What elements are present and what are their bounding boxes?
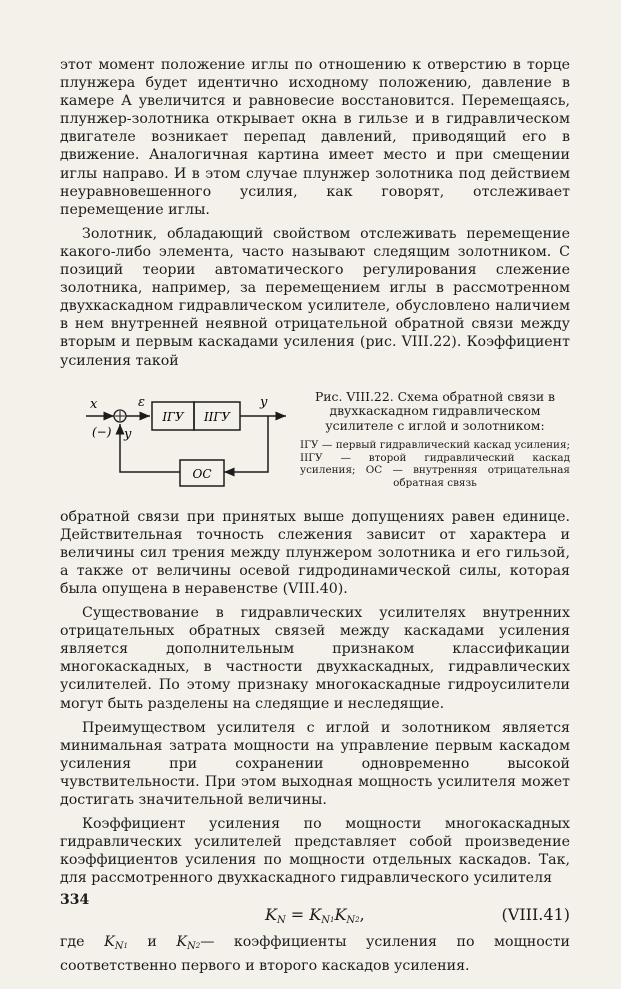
eq-lhs-sub: N <box>276 915 286 927</box>
caption-legend: ІГУ — первый гидравлический каскад усиления; ІІГУ — второй гидравлический каскад усиления; ОС — внутренняя отрицательная обратная связь <box>300 439 570 489</box>
where-k2-subsub: 2 <box>195 942 201 951</box>
paragraph-6: Коэффициент усиления по мощности многокаскадных гидравлических усилителей представляет собой произведение коэффициентов усиления по мощности отдельных каскадов. Так, для рассмотренного двухкаскадного гидравлического усилителя <box>60 816 570 887</box>
eq-k1-subsub: 1 <box>329 916 335 925</box>
where-k1: K <box>104 934 115 951</box>
where-k2-sub: N <box>186 941 196 953</box>
feedback-diagram <box>82 388 302 498</box>
eq-lhs: K <box>265 905 277 925</box>
paragraph-1: этот момент положение иглы по отношению к отверстию в торце плунжера будет идентично исходному положению, давление в камере А увеличится и равновесие восстановится. Перемещаясь, плунжер-золотника открывает окна в гильзе и в гидравлическом двигателе возникает перепад давлений, приводящий его в движение. Аналогичная картина имеет место и при смещении иглы направо. И в этом случае плунжер золотника под действием неуравновешенного усилия, как говорят, отслеживает перемещение иглы. <box>60 57 570 218</box>
label-block-igu-2: ІІГУ <box>203 409 231 424</box>
equation-viii-41 <box>60 895 570 931</box>
where-and: и <box>127 934 177 951</box>
eq-tail: , <box>359 905 365 925</box>
eq-k1: K <box>309 905 322 925</box>
figure-viii-22 <box>60 380 570 500</box>
label-block-igu-1: ІГУ <box>162 409 184 424</box>
eq-k2: K <box>334 905 347 925</box>
eq-k2-subsub: 2 <box>355 916 360 925</box>
label-output-y: y <box>260 394 268 410</box>
caption-title: Рис. VIII.22. Схема обратной связи в двухкаскадном гидравлическом усилителе с иглой и золотником: <box>314 388 556 433</box>
where-prefix: где <box>60 934 105 951</box>
where-k2: K <box>176 934 187 951</box>
eq-k2-sub: N <box>346 915 356 927</box>
where-k1-sub: N <box>114 941 124 953</box>
figure-caption <box>300 390 570 489</box>
paragraph-4: Существование в гидравлических усилителях внутренних отрицательных обратных связей между каскадами усиления является дополнительным признаком классификации многокаскадных, в частности двухкаскадных, гидравлических усилителей. По этому признаку многокаскадные гидроусилители могут быть разделены на следящие и неследящие. <box>60 605 570 712</box>
page-body <box>60 56 570 989</box>
label-block-os: ОС <box>192 466 212 481</box>
paragraph-2: Золотник, обладающий свойством отслеживать перемещение какого-либо элемента, часто называют следящим золотником. С позиций теории автоматического регулирования слежение золотника, например, за перемещением иглы в рассмотренном двухкаскадном гидравлическом усилителе, обусловлено наличием в нем внутренней неявной отрицательной обратной связи между вторым и первым каскадами усиления (рис. VIII.22). Коэффициент усиления такой <box>60 225 570 369</box>
page-number: 334 <box>60 892 90 908</box>
where-text: — коэффициенты усиления по мощности соответственно первого и второго каскадов усиления. <box>60 934 571 974</box>
label-error: ε <box>138 394 145 410</box>
label-input-x: x <box>90 396 98 412</box>
label-minus: (−) <box>92 424 112 439</box>
eq-k1-sub: N <box>321 915 330 927</box>
eq-equals: = <box>285 905 310 925</box>
label-feedback-y: y <box>124 426 132 442</box>
equation-formula <box>265 905 365 926</box>
paragraph-5: Преимуществом усилителя с иглой и золотником является минимальная затрата мощности на управление первым каскадом усиления при сохранении одновременно высокой чувствительности. При этом выходная мощность усилителя может достигать значительной величины. <box>60 719 570 808</box>
paragraph-3: обратной связи при принятых выше допущениях равен единице. Действительная точность слежения зависит от характера и величины сил трения между плунжером золотника и его гильзой, а также от величины осевой гидродинамической силы, которая была опущена в неравенстве (VIII.40). <box>60 508 570 597</box>
equation-number: (VIII.41) <box>501 905 570 925</box>
where-k1-subsub: 1 <box>123 942 128 951</box>
where-clause <box>60 933 570 974</box>
feedback-path-right <box>224 416 268 472</box>
